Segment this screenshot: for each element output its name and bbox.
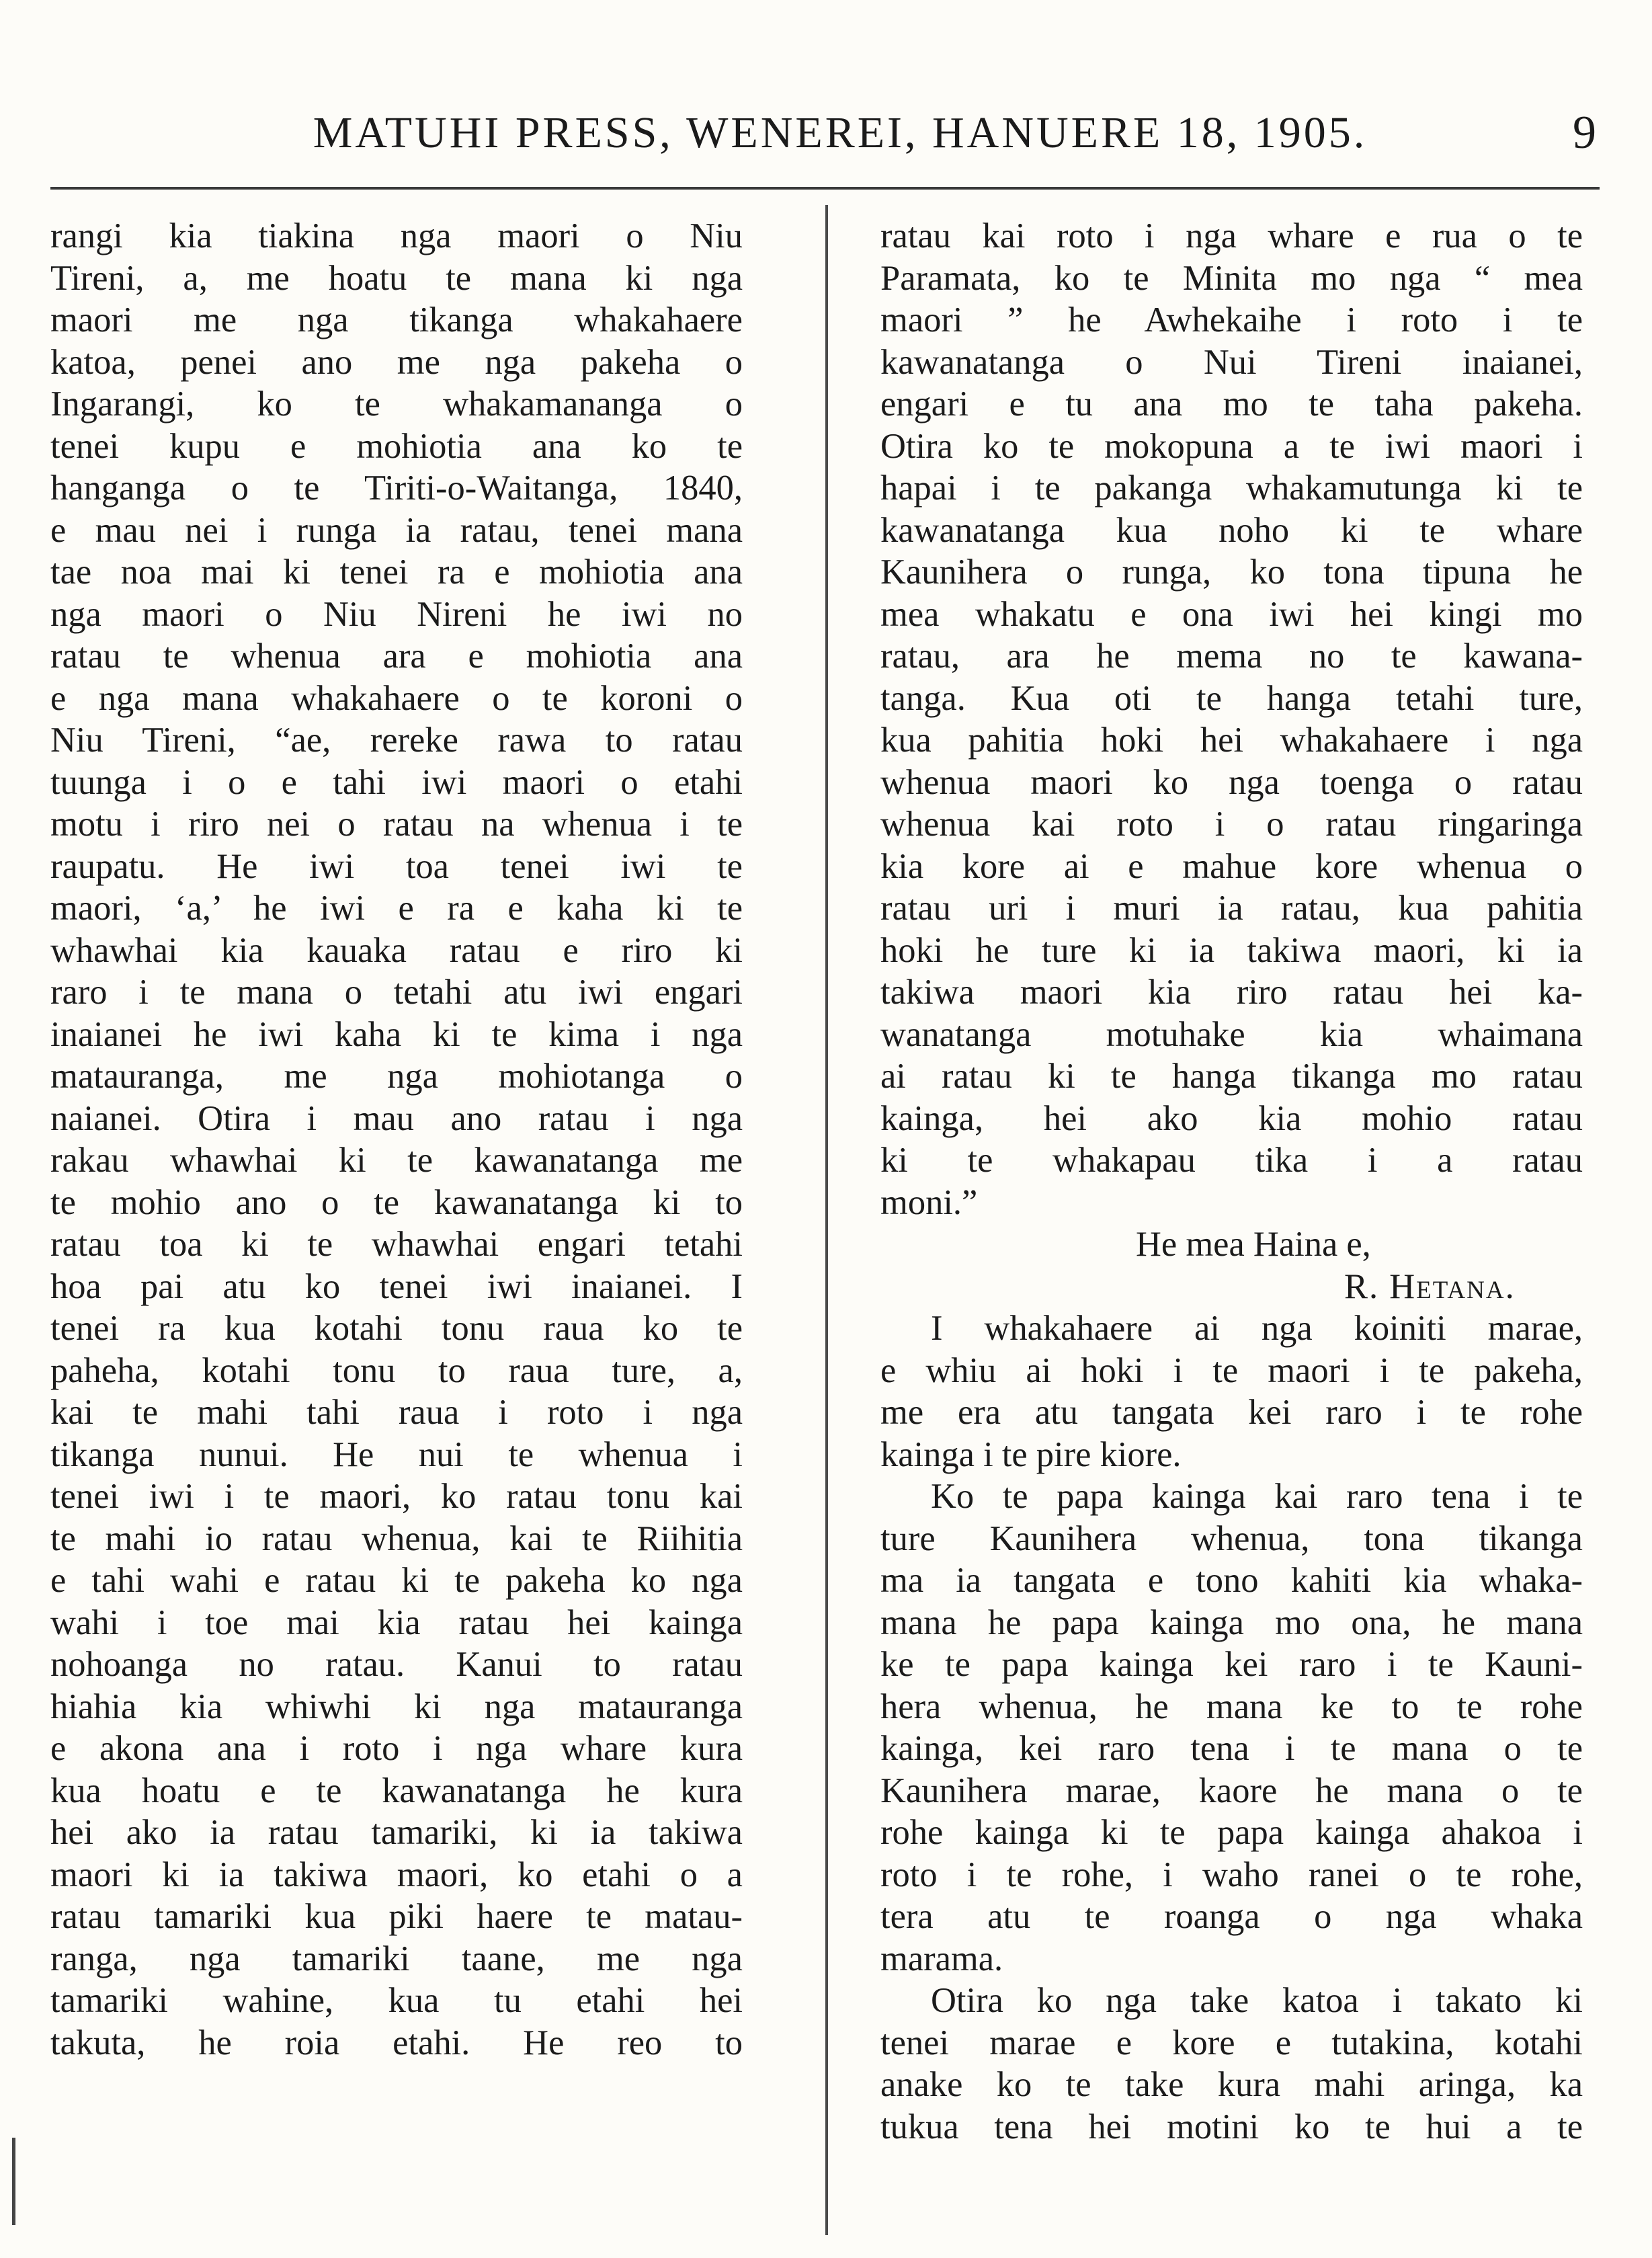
text-line: I whakahaere ai nga koiniti marae,	[931, 1309, 1583, 1348]
page-number: 9	[1573, 107, 1596, 159]
text-line: tuunga i o e tahi iwi maori o etahi	[50, 762, 743, 802]
text-line: ke te papa kainga kei raro i te Kauni-	[880, 1645, 1583, 1684]
text-line: katoa, penei ano me nga pakeha o	[50, 342, 743, 382]
text-line: Otira ko nga take katoa i takato ki	[931, 1981, 1583, 2020]
text-line: whawhai kia kauaka ratau e riro ki	[50, 930, 743, 970]
text-line: wahi i toe mai kia ratau hei kainga	[50, 1603, 743, 1642]
text-line: ki te whakapau tika i a ratau	[880, 1141, 1583, 1180]
text-line: rakau whawhai ki te kawanatanga me	[50, 1141, 743, 1180]
paragraph-koiniti	[880, 1307, 1583, 1476]
text-line: tenei iwi i te maori, ko ratau tonu kai	[50, 1477, 743, 1516]
paragraph-take-katoa	[880, 1980, 1583, 2148]
text-line: matauranga, me nga mohiotanga o	[50, 1057, 743, 1096]
text-line: ture Kaunihera whenua, tona tikanga	[880, 1519, 1583, 1558]
text-line: kainga i te pire kiore.	[880, 1435, 1182, 1474]
signature-name: R. Hetana.	[1344, 1266, 1516, 1306]
text-line: wanatanga motuhake kia whaimana	[880, 1014, 1583, 1054]
text-line: hera whenua, he mana ke to te rohe	[880, 1687, 1583, 1726]
text-line: Otira ko te mokopuna a te iwi maori i	[880, 426, 1583, 466]
text-line: maori me nga tikanga whakahaere	[50, 300, 743, 339]
paragraph-papa-kainga	[880, 1476, 1583, 1980]
text-line: Ingarangi, ko te whakamananga o	[50, 385, 743, 424]
text-line: moni.”	[880, 1182, 978, 1222]
text-line: engari e tu ana mo te taha pakeha.	[880, 385, 1583, 424]
header-rule	[50, 187, 1600, 190]
text-line: roto i te rohe, i waho ranei o te rohe,	[880, 1855, 1583, 1894]
text-line: maori ” he Awhekaihe i roto i te	[880, 300, 1583, 339]
text-line: naianei. Otira i mau ano ratau i nga	[50, 1098, 743, 1138]
text-line: mana he papa kainga mo ona, he mana	[880, 1603, 1583, 1642]
text-line: mea whakatu e ona iwi hei kingi mo	[880, 594, 1583, 634]
text-line: tamariki wahine, kua tu etahi hei	[50, 1981, 743, 2020]
text-line: tera atu te roanga o nga whaka	[880, 1897, 1583, 1936]
text-line: hei ako ia ratau tamariki, ki ia takiwa	[50, 1813, 743, 1852]
text-line: ratau te whenua ara e mohiotia ana	[50, 637, 743, 676]
text-line: hiahia kia whiwhi ki nga matauranga	[50, 1687, 743, 1726]
text-line: ranga, nga tamariki taane, me nga	[50, 1939, 743, 1978]
left-column	[50, 215, 743, 2064]
text-line: raro i te mana o tetahi atu iwi engari	[50, 973, 743, 1012]
text-line: ratau tamariki kua piki haere te matau-	[50, 1897, 743, 1936]
text-line: tae noa mai ki tenei ra e mohiotia ana	[50, 553, 743, 592]
text-line: kainga, kei raro tena i te mana o te	[880, 1729, 1583, 1768]
text-line: ai ratau ki te hanga tikanga mo ratau	[880, 1057, 1583, 1096]
text-line: tenei ra kua kotahi tonu raua ko te	[50, 1309, 743, 1348]
margin-mark	[12, 2138, 15, 2225]
text-line: ratau uri i muri ia ratau, kua pahitia	[880, 889, 1583, 928]
text-line: hapai i te pakanga whakamutunga ki te	[880, 469, 1583, 508]
text-line: rohe kainga ki te papa kainga ahakoa i	[880, 1813, 1583, 1852]
text-line: rangi kia tiakina nga maori o Niu	[50, 216, 743, 255]
text-line: e nga mana whakahaere o te koroni o	[50, 678, 743, 718]
text-line: tikanga nunui. He nui te whenua i	[50, 1435, 743, 1474]
text-line: kua hoatu e te kawanatanga he kura	[50, 1771, 743, 1810]
text-line: e mau nei i runga ia ratau, tenei mana	[50, 510, 743, 550]
text-line: nohoanga no ratau. Kanui to ratau	[50, 1645, 743, 1684]
text-line: nga maori o Niu Nireni he iwi no	[50, 594, 743, 634]
text-line: tukua tena hei motini ko te hui a te	[880, 2107, 1583, 2146]
text-line: whenua maori ko nga toenga o ratau	[880, 762, 1583, 802]
text-line: kainga, hei ako kia mohio ratau	[880, 1098, 1583, 1138]
text-line: tenei marae e kore e tutakina, kotahi	[880, 2023, 1583, 2062]
text-line: kai te mahi tahi raua i roto i nga	[50, 1393, 743, 1432]
newspaper-masthead: MATUHI PRESS, WENEREI, HANUERE 18, 1905.	[313, 108, 1368, 157]
text-line: motu i riro nei o ratau na whenua i te	[50, 805, 743, 844]
text-line: ratau toa ki te whawhai engari tetahi	[50, 1225, 743, 1264]
text-line: hoa pai atu ko tenei iwi inaianei. I	[50, 1266, 743, 1306]
text-line: tanga. Kua oti te hanga tetahi ture,	[880, 678, 1583, 718]
text-line: takuta, he roia etahi. He reo to	[50, 2023, 743, 2062]
text-line: Ko te papa kainga kai raro tena i te	[931, 1477, 1583, 1516]
text-line: marama.	[880, 1939, 1003, 1978]
text-line: Kaunihera marae, kaore he mana o te	[880, 1771, 1583, 1810]
text-line: Tireni, a, me hoatu te mana ki nga	[50, 258, 743, 298]
text-line: e tahi wahi e ratau ki te pakeha ko nga	[50, 1561, 743, 1600]
text-line: Niu Tireni, “ae, rereke rawa to ratau	[50, 721, 743, 760]
text-line: te mahi io ratau whenua, kai te Riihitia	[50, 1519, 743, 1558]
text-line: Paramata, ko te Minita mo nga “ mea	[880, 258, 1583, 298]
text-line: inaianei he iwi kaha ki te kima i nga	[50, 1014, 743, 1054]
text-line: hoki he ture ki ia takiwa maori, ki ia	[880, 930, 1583, 970]
text-line: e akona ana i roto i nga whare kura	[50, 1729, 743, 1768]
text-line: kia kore ai e mahue kore whenua o	[880, 846, 1583, 886]
text-line: maori ki ia takiwa maori, ko etahi o a	[50, 1855, 743, 1894]
text-line: e whiu ai hoki i te maori i te pakeha,	[880, 1350, 1583, 1390]
text-line: tenei kupu e mohiotia ana ko te	[50, 426, 743, 466]
text-line: ratau kai roto i nga whare e rua o te	[880, 216, 1583, 255]
column-divider	[825, 205, 828, 2235]
text-line: ma ia tangata e tono kahiti kia whaka-	[880, 1561, 1583, 1600]
text-line: raupatu. He iwi toa tenei iwi te	[50, 846, 743, 886]
text-line: te mohio ano o te kawanatanga ki to	[50, 1182, 743, 1222]
text-line: maori, ‘a,’ he iwi e ra e kaha ki te	[50, 889, 743, 928]
text-line: Kaunihera o runga, ko tona tipuna he	[880, 553, 1583, 592]
text-line: kawanatanga o Nui Tireni inaianei,	[880, 342, 1583, 382]
text-line: ratau, ara he mema no te kawana-	[880, 637, 1583, 676]
text-line: takiwa maori kia riro ratau hei ka-	[880, 973, 1583, 1012]
text-line: kua pahitia hoki hei whakahaere i nga	[880, 721, 1583, 760]
text-line: hanganga o te Tiriti-o-Waitanga, 1840,	[50, 469, 743, 508]
paragraph-letter-end	[880, 215, 1583, 1223]
page-header	[0, 0, 1652, 195]
text-line: paheha, kotahi tonu to raua ture, a,	[50, 1350, 743, 1390]
text-line: whenua kai roto i o ratau ringaringa	[880, 805, 1583, 844]
signoff-line: He mea Haina e,	[1136, 1225, 1371, 1264]
text-line: me era atu tangata kei raro i te rohe	[880, 1393, 1583, 1432]
text-line: anake ko te take kura mahi aringa, ka	[880, 2065, 1583, 2104]
text-line: kawanatanga kua noho ki te whare	[880, 510, 1583, 550]
right-column	[880, 215, 1583, 2148]
